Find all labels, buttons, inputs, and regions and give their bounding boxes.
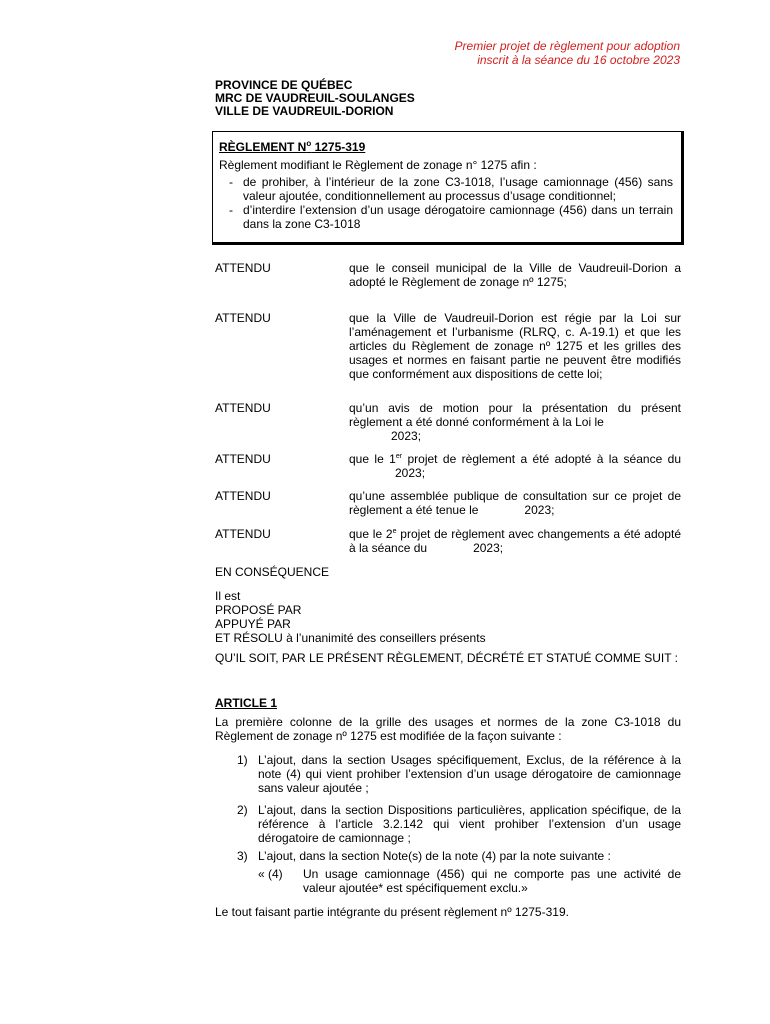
article-1-title: ARTICLE 1: [215, 696, 278, 710]
whereas-text: qu’un avis de motion pour la présentation du présent règlement a été donné conformément à la Loi le 2023;: [349, 401, 681, 443]
jurisdiction-header: [215, 79, 415, 118]
list-number: 3): [237, 849, 248, 863]
note-number: « (4): [258, 867, 283, 881]
bylaw-title: RÈGLEMENT $N^o$ 1275-319: [219, 139, 366, 154]
list-number: 1): [237, 753, 248, 767]
adoption-note: [320, 39, 680, 67]
note-text: Un usage camionnage (456) qui ne comporte pas une activité de valeur ajoutée* est spécifiquement exclu.»: [303, 867, 681, 895]
article-list-item: [237, 803, 681, 845]
en-consequence: EN CONSÉQUENCE: [215, 565, 330, 579]
article-list-item: [237, 849, 681, 863]
enactment-clause: QU’IL SOIT, PAR LE PRÉSENT RÈGLEMENT, DÉCRÉTÉ ET STATUÉ COMME SUIT :: [215, 651, 678, 665]
resolution-block: [215, 589, 681, 645]
list-number: 2): [237, 803, 248, 817]
ville-line: VILLE DE VAUDREUIL-DORION: [215, 104, 394, 118]
list-text: L’ajout, dans la section Usages spécifiquement, Exclus, de la référence à la note (4) qui vient prohiber l’extension d’un usage dérogatoire de camionnage sans valeur ajoutée ;: [258, 753, 681, 795]
whereas-text: que le 1er projet de règlement a été adopté à la séance du2023;: [349, 452, 682, 480]
propose-line: PROPOSÉ PAR: [215, 603, 302, 617]
whereas-label: ATTENDU: [215, 452, 271, 466]
article-1-intro: La première colonne de la grille des usages et normes de la zone C3-1018 du Règlement de zonage nº 1275 est modifiée de la façon suivante :: [215, 715, 681, 743]
whereas-label: ATTENDU: [215, 527, 271, 541]
whereas-text: que le conseil municipal de la Ville de Vaudreuil-Dorion a adopté le Règlement de zonage nº 1275;: [349, 261, 681, 289]
whereas-label: ATTENDU: [215, 311, 271, 325]
whereas-label: ATTENDU: [215, 489, 271, 503]
appuye-line: APPUYÉ PAR: [215, 617, 291, 631]
whereas-label: ATTENDU: [215, 261, 271, 275]
objective-item: - d’interdire l’extension d’un usage dérogatoire camionnage (456) dans un terrain dans la zone C3-1018: [229, 203, 673, 231]
bylaw-summary-box: [212, 131, 684, 245]
list-text: L’ajout, dans la section Dispositions particulières, application spécifique, de la référence à l’article 3.2.142 qui vient prohiber l’extension d’un usage dérogatoire de camionnage ;: [258, 803, 681, 845]
whereas-text: que le 2e projet de règlement avec changements a été adopté à la séance du 2023;: [349, 527, 681, 555]
mrc-line: MRC DE VAUDREUIL-SOULANGES: [215, 91, 415, 105]
article-list-item: [237, 753, 681, 795]
adoption-note-line-2: inscrit à la séance du 16 octobre 2023: [477, 53, 680, 67]
il-est-line: Il est: [215, 589, 241, 603]
list-text: L’ajout, dans la section Note(s) de la note (4) par la note suivante :: [258, 849, 611, 863]
province-line: PROVINCE DE QUÉBEC: [215, 78, 353, 92]
bylaw-objectives: [219, 175, 673, 231]
note-quote: [258, 867, 681, 895]
closing-statement: Le tout faisant partie intégrante du présent règlement nº 1275-319.: [215, 905, 569, 919]
whereas-text: que la Ville de Vaudreuil-Dorion est régie par la Loi sur l’aménagement et l’urbanisme (RLRQ, c. A-19.1) et que les articles du Règlement de zonage nº 1275 et les grilles des usages et normes en faisant partie ne peuvent être modifiés que conformément aux dispositions de cette loi;: [349, 311, 681, 381]
whereas-text: qu’une assemblée publique de consultation sur ce projet de règlement a été tenue le 2023;: [349, 489, 681, 517]
bylaw-intro: Règlement modifiant le Règlement de zonage n° 1275 afin :: [219, 158, 537, 172]
whereas-label: ATTENDU: [215, 401, 271, 415]
resolu-line: ET RÉSOLU à l’unanimité des conseillers présents: [215, 631, 486, 645]
objective-item: - de prohiber, à l’intérieur de la zone C3-1018, l’usage camionnage (456) sans valeur ajoutée, conditionnellement au processus d’usage conditionnel;: [229, 175, 673, 203]
adoption-note-line-1: Premier projet de règlement pour adoption: [454, 39, 680, 53]
